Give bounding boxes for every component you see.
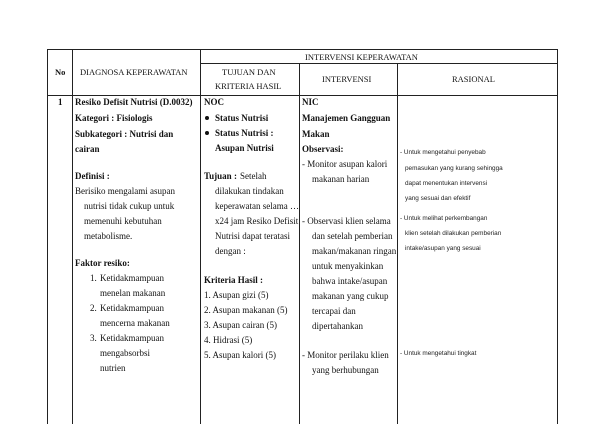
header-intervensi-keperawatan: INTERVENSI KEPERAWATAN	[305, 52, 418, 62]
header-diagnosa: DIAGNOSA KEPERAWATAN	[80, 67, 188, 77]
intervensi-line: yang berhubungan	[312, 365, 379, 375]
diagnosa-subkategori-2: cairan	[75, 144, 100, 154]
faktor-line: menelan makanan	[100, 288, 166, 298]
header-intervensi: INTERVENSI	[322, 74, 372, 84]
tujuan-line: Nutrisi dapat teratasi	[215, 231, 290, 241]
kriteria-label: Kriteria Hasil :	[204, 275, 263, 285]
status-nutrisi: Status Nutrisi	[215, 113, 269, 123]
faktor-number: 3.	[90, 333, 97, 343]
intervensi-line: dipertahankan	[312, 321, 363, 331]
kriteria-item: 4. Hidrasi (5)	[204, 335, 253, 345]
col-divider-intervensi	[397, 63, 398, 424]
intervensi-line: bahwa intake/asupan	[312, 276, 388, 286]
rasional-line: - Untuk melihat perkembangan	[400, 215, 488, 222]
diagnosa-kategori: Kategori : Fisiologis	[75, 113, 153, 123]
intervensi-line: - Monitor asupan kalori	[302, 159, 388, 169]
definisi-label: Definisi :	[75, 171, 110, 181]
faktor-line: Ketidakmampuan	[100, 333, 164, 343]
intervensi-line: makan/makanan ringan	[312, 246, 397, 256]
header-sub-divider	[200, 63, 557, 64]
faktor-number: 1.	[90, 273, 97, 283]
kriteria-item: 3. Asupan cairan (5)	[204, 320, 277, 330]
intervensi-line: makanan harian	[312, 174, 370, 184]
intervensi-line: dan setelah pemberian	[312, 231, 393, 241]
faktor-label: Faktor resiko:	[75, 258, 130, 268]
status-nutrisi-asupan-1: Status Nutrisi :	[215, 128, 274, 138]
nic-label: NIC	[302, 97, 319, 107]
col-border-right	[557, 49, 558, 424]
tujuan-line: x24 jam Resiko Defisit	[215, 216, 299, 226]
intervensi-title-2: Makan	[302, 129, 330, 139]
faktor-line: nutrien	[100, 363, 126, 373]
header-no: No	[55, 67, 66, 77]
faktor-line: Ketidakmampuan	[100, 273, 164, 283]
diagnosa-subkategori-1: Subkategori : Nutrisi dan	[75, 129, 174, 139]
intervensi-title-1: Manajemen Gangguan	[302, 113, 391, 123]
intervensi-line: - Monitor perilaku klien	[302, 350, 389, 360]
kriteria-item: 1. Asupan gizi (5)	[204, 290, 269, 300]
header-tujuan-line2: KRITERIA HASIL	[215, 81, 282, 91]
col-divider-diagnosa	[200, 49, 201, 424]
rasional-line: dapat menentukan intervensi	[405, 180, 488, 187]
tujuan-line: dilakukan tindakan	[215, 186, 284, 196]
faktor-number: 2.	[90, 303, 97, 313]
header-bottom-border	[47, 95, 557, 96]
header-tujuan-line1: TUJUAN DAN	[222, 67, 276, 77]
intervensi-line: untuk menyakinkan	[312, 261, 384, 271]
rasional-line: intake/asupan yang sesuai	[405, 245, 481, 252]
status-nutrisi-asupan-2: Asupan Nutrisi	[215, 143, 274, 153]
definisi-line: Berisiko mengalami asupan	[75, 186, 175, 196]
tujuan-text: Setelah	[240, 171, 267, 181]
intervensi-line: - Observasi klien selama	[302, 216, 391, 226]
col-border-left	[47, 49, 48, 424]
rasional-line: pemasukan yang kurang sehingga	[405, 165, 503, 172]
observasi-label: Observasi:	[302, 144, 344, 154]
row-number: 1	[58, 97, 63, 107]
definisi-line: nutrisi tidak cukup untuk	[84, 201, 175, 211]
kriteria-item: 5. Asupan kalori (5)	[204, 350, 276, 360]
faktor-line: mencerna makanan	[100, 318, 170, 328]
rasional-line: klien setelah dilakukan pemberian	[405, 230, 502, 237]
faktor-line: mengabsorbsi	[100, 348, 150, 358]
diagnosa-title: Resiko Defisit Nutrisi (D.0032)	[75, 97, 193, 107]
bullet-icon	[205, 131, 209, 135]
noc-label: NOC	[204, 97, 224, 107]
tujuan-line: keperawatan selama …	[215, 201, 299, 211]
rasional-line: - Untuk mengetahui penyebab	[400, 149, 486, 156]
col-divider-no	[72, 49, 73, 424]
rasional-line: - Untuk mengetahui tingkat	[400, 350, 477, 357]
tujuan-label: Tujuan :	[204, 171, 237, 181]
definisi-line: memenuhi kebutuhan	[84, 216, 162, 226]
header-rasional: RASIONAL	[452, 74, 495, 84]
faktor-line: Ketidakmampuan	[100, 303, 164, 313]
intervensi-line: makanan yang cukup	[312, 291, 389, 301]
kriteria-item: 2. Asupan makanan (5)	[204, 305, 288, 315]
bullet-icon	[205, 116, 209, 120]
table-border-top	[47, 49, 557, 50]
intervensi-line: tercapai dan	[312, 306, 356, 316]
tujuan-line: dengan :	[215, 246, 246, 256]
definisi-line: metabolisme.	[84, 231, 133, 241]
col-divider-tujuan	[299, 63, 300, 424]
rasional-line: yang sesuai dan efektif	[405, 195, 471, 202]
